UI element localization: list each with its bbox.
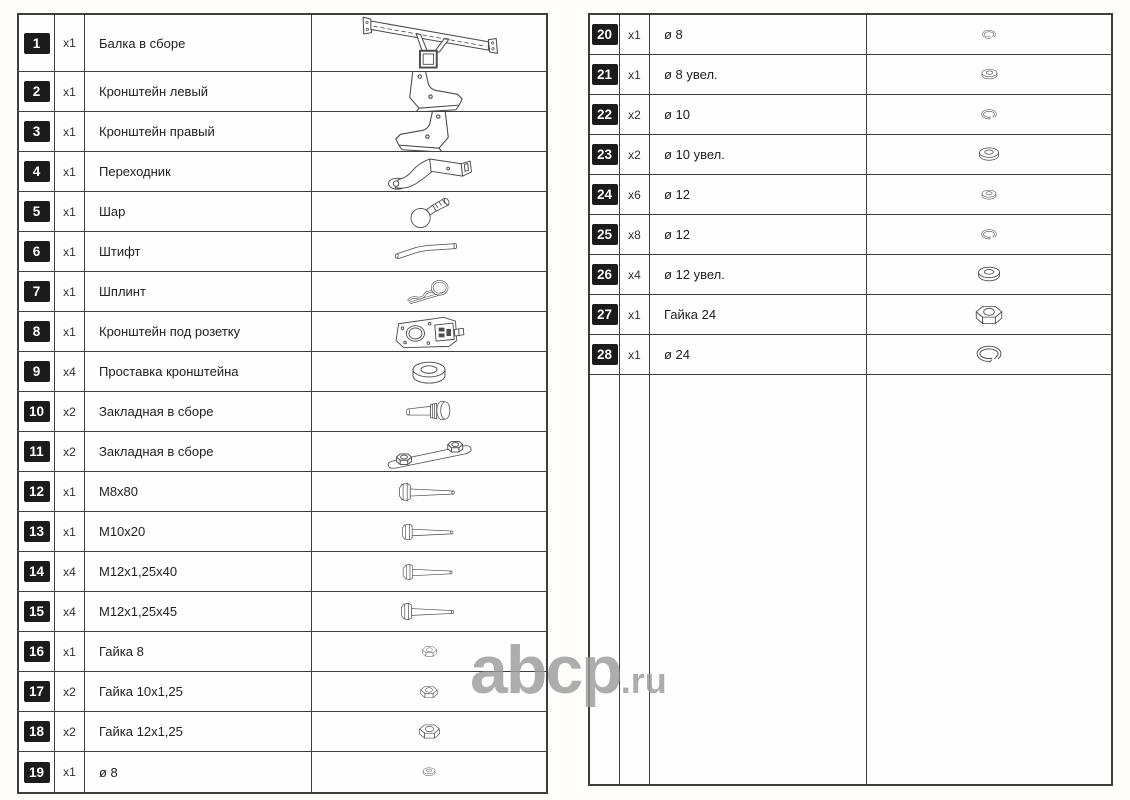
item-qty: x1 (620, 295, 650, 334)
item-number-cell (19, 152, 55, 191)
item-illustration-cell (312, 15, 546, 71)
item-qty: x4 (55, 352, 85, 391)
hex-bolt-icon (398, 600, 461, 623)
empty-cell (867, 375, 1111, 784)
item-illustration-cell (867, 255, 1111, 294)
spring-washer-icon (977, 28, 1001, 42)
item-number-cell (590, 95, 620, 134)
flange-bolt-icon (401, 394, 457, 430)
item-number-cell (19, 392, 55, 431)
item-illustration-cell (867, 55, 1111, 94)
part-row (19, 432, 546, 472)
part-row (19, 392, 546, 432)
item-qty: x2 (55, 672, 85, 711)
part-row (19, 552, 546, 592)
item-illustration-cell (312, 472, 546, 511)
item-number-cell (19, 472, 55, 511)
item-number-cell (19, 15, 55, 71)
item-qty: x1 (55, 112, 85, 151)
empty-cell (620, 375, 650, 784)
part-row (590, 295, 1111, 335)
item-illustration-cell (312, 672, 546, 711)
watermark-main-text: abcp (470, 632, 621, 708)
part-row (590, 15, 1111, 55)
item-qty: x1 (55, 632, 85, 671)
part-row (19, 192, 546, 232)
item-number-badge: 6 (24, 241, 50, 262)
item-illustration-cell (312, 72, 546, 111)
item-number-cell (19, 592, 55, 631)
part-row (19, 672, 546, 712)
item-number-cell (19, 192, 55, 231)
item-qty: x2 (620, 135, 650, 174)
item-number-badge: 17 (24, 681, 50, 702)
part-row (590, 95, 1111, 135)
item-illustration-cell (312, 752, 546, 792)
item-number-badge: 20 (592, 24, 618, 45)
item-illustration-cell (312, 112, 546, 151)
item-number-cell (19, 232, 55, 271)
item-illustration-cell (312, 632, 546, 671)
item-qty: x1 (620, 335, 650, 374)
item-qty: x2 (55, 392, 85, 431)
item-qty: x1 (55, 512, 85, 551)
item-description: Кронштейн левый (85, 72, 312, 111)
item-number-badge: 14 (24, 561, 50, 582)
item-description: ø 10 увел. (650, 135, 867, 174)
item-illustration-cell (312, 232, 546, 271)
flat-washer-icon (976, 67, 1003, 82)
item-illustration-cell (867, 135, 1111, 174)
towbar-icon (354, 15, 504, 71)
item-number-cell (590, 335, 620, 374)
part-row (19, 592, 546, 632)
item-description: ø 12 (650, 175, 867, 214)
item-description: Переходник (85, 152, 312, 191)
hex-nut-icon (416, 720, 443, 743)
item-number-badge: 3 (24, 121, 50, 142)
item-description: ø 8 увел. (650, 55, 867, 94)
item-description: M12x1,25x45 (85, 592, 312, 631)
part-row (19, 312, 546, 352)
item-number-badge: 28 (592, 344, 618, 365)
spring-washer-icon (976, 227, 1002, 243)
parts-table-right-body (590, 15, 1111, 375)
item-number-cell (19, 632, 55, 671)
part-row (590, 335, 1111, 375)
item-qty: x1 (55, 72, 85, 111)
part-row (19, 512, 546, 552)
item-description: ø 8 (85, 752, 312, 792)
part-row (590, 55, 1111, 95)
part-row (19, 352, 546, 392)
part-row (590, 215, 1111, 255)
item-number-cell (19, 712, 55, 751)
item-qty: x2 (55, 712, 85, 751)
item-illustration-cell (867, 175, 1111, 214)
r-clip-icon (402, 276, 456, 308)
item-number-badge: 22 (592, 104, 618, 125)
item-description: ø 24 (650, 335, 867, 374)
part-row (590, 255, 1111, 295)
item-illustration-cell (312, 152, 546, 191)
item-number-badge: 10 (24, 401, 50, 422)
part-row (19, 15, 546, 72)
item-description: ø 12 (650, 215, 867, 254)
item-number-cell (590, 215, 620, 254)
item-description: Проставка кронштейна (85, 352, 312, 391)
item-number-badge: 24 (592, 184, 618, 205)
item-illustration-cell (312, 552, 546, 591)
hex-bolt-icon (396, 480, 462, 504)
item-illustration-cell (312, 192, 546, 231)
item-qty: x1 (55, 152, 85, 191)
part-row (19, 712, 546, 752)
item-qty: x1 (55, 232, 85, 271)
item-description: Штифт (85, 232, 312, 271)
item-illustration-cell (312, 272, 546, 311)
watermark-suffix-text: .ru (620, 660, 667, 701)
item-description: Закладная в сборе (85, 432, 312, 471)
item-qty: x4 (55, 552, 85, 591)
part-row (590, 135, 1111, 175)
item-illustration-cell (312, 392, 546, 431)
item-number-cell (590, 135, 620, 174)
spacer-ring-icon (401, 356, 457, 388)
item-illustration-cell (312, 512, 546, 551)
item-number-cell (590, 255, 620, 294)
hex-bolt-icon (399, 521, 460, 543)
item-number-badge: 2 (24, 81, 50, 102)
item-description: M8x80 (85, 472, 312, 511)
item-number-cell (19, 112, 55, 151)
item-number-cell (19, 512, 55, 551)
item-description: Балка в сборе (85, 15, 312, 71)
item-number-cell (590, 175, 620, 214)
hex-bolt-icon (400, 561, 459, 583)
item-illustration-cell (867, 215, 1111, 254)
hex-nut-icon (420, 643, 439, 660)
item-number-cell (590, 55, 620, 94)
item-number-badge: 15 (24, 601, 50, 622)
item-number-cell (590, 295, 620, 334)
item-qty: x8 (620, 215, 650, 254)
hex-nut-icon (972, 300, 1006, 330)
item-description: Гайка 8 (85, 632, 312, 671)
item-qty: x1 (55, 312, 85, 351)
part-row (19, 752, 546, 792)
flat-washer-icon (976, 188, 1002, 202)
item-number-badge: 8 (24, 321, 50, 342)
flat-washer-icon (972, 145, 1006, 164)
item-qty: x4 (55, 592, 85, 631)
item-number-badge: 13 (24, 521, 50, 542)
item-qty: x2 (55, 432, 85, 471)
spring-washer-icon (967, 342, 1011, 368)
item-description: M12x1,25x40 (85, 552, 312, 591)
item-number-badge: 26 (592, 264, 618, 285)
item-number-badge: 11 (24, 441, 50, 462)
item-description: ø 8 (650, 15, 867, 54)
empty-cell (590, 375, 620, 784)
item-number-badge: 1 (24, 33, 50, 54)
item-description: M10x20 (85, 512, 312, 551)
empty-cell (650, 375, 867, 784)
part-row (19, 232, 546, 272)
item-qty: x6 (620, 175, 650, 214)
item-number-cell (19, 72, 55, 111)
flat-washer-icon (970, 264, 1008, 285)
item-illustration-cell (867, 335, 1111, 374)
item-number-badge: 27 (592, 304, 618, 325)
item-qty: x1 (55, 272, 85, 311)
parts-table-left-body (19, 15, 546, 792)
item-number-badge: 9 (24, 361, 50, 382)
item-qty: x1 (620, 55, 650, 94)
item-number-badge: 19 (24, 762, 50, 783)
part-row (19, 632, 546, 672)
item-illustration-cell (312, 432, 546, 471)
item-number-badge: 23 (592, 144, 618, 165)
item-number-badge: 25 (592, 224, 618, 245)
item-qty: x4 (620, 255, 650, 294)
item-number-badge: 18 (24, 721, 50, 742)
item-description: ø 10 (650, 95, 867, 134)
ball-mount-icon (383, 152, 475, 191)
item-description: Кронштейн под розетку (85, 312, 312, 351)
item-qty: x1 (55, 192, 85, 231)
part-row (19, 472, 546, 512)
item-illustration-cell (867, 95, 1111, 134)
item-number-badge: 16 (24, 641, 50, 662)
pin-icon (387, 239, 471, 265)
part-row (19, 112, 546, 152)
item-description: ø 12 увел. (650, 255, 867, 294)
item-number-badge: 4 (24, 161, 50, 182)
item-description: Шар (85, 192, 312, 231)
item-description: Кронштейн правый (85, 112, 312, 151)
item-number-cell (19, 672, 55, 711)
item-number-badge: 5 (24, 201, 50, 222)
item-illustration-cell (312, 352, 546, 391)
item-number-cell (19, 552, 55, 591)
item-illustration-cell (867, 15, 1111, 54)
item-number-cell (19, 312, 55, 351)
item-illustration-cell (312, 312, 546, 351)
item-qty: x1 (620, 15, 650, 54)
item-qty: x1 (55, 752, 85, 792)
bracket-right-icon (386, 112, 472, 151)
socket-bracket-icon (387, 312, 471, 351)
item-number-cell (590, 15, 620, 54)
parts-table-left (17, 13, 548, 794)
item-number-badge: 21 (592, 64, 618, 85)
item-qty: x1 (55, 472, 85, 511)
part-row (19, 152, 546, 192)
item-number-badge: 12 (24, 481, 50, 502)
item-number-cell (19, 432, 55, 471)
item-description: Гайка 10x1,25 (85, 672, 312, 711)
item-description: Гайка 12x1,25 (85, 712, 312, 751)
item-illustration-cell (867, 295, 1111, 334)
item-number-badge: 7 (24, 281, 50, 302)
bracket-left-icon (386, 72, 472, 111)
spring-washer-icon (976, 107, 1002, 123)
item-description: Гайка 24 (650, 295, 867, 334)
hitch-ball-icon (399, 192, 459, 231)
part-row (19, 72, 546, 112)
item-number-cell (19, 272, 55, 311)
empty-filler-row (590, 375, 1111, 784)
item-qty: x2 (620, 95, 650, 134)
item-number-cell (19, 752, 55, 792)
item-qty: x1 (55, 15, 85, 71)
item-illustration-cell (312, 712, 546, 751)
part-row (590, 175, 1111, 215)
item-illustration-cell (312, 592, 546, 631)
item-description: Закладная в сборе (85, 392, 312, 431)
item-description: Шплинт (85, 272, 312, 311)
part-row (19, 272, 546, 312)
item-number-cell (19, 352, 55, 391)
parts-table-right (588, 13, 1113, 786)
plate-with-nuts-icon (379, 432, 479, 471)
hex-nut-icon (418, 682, 440, 702)
flat-washer-icon (418, 766, 440, 778)
